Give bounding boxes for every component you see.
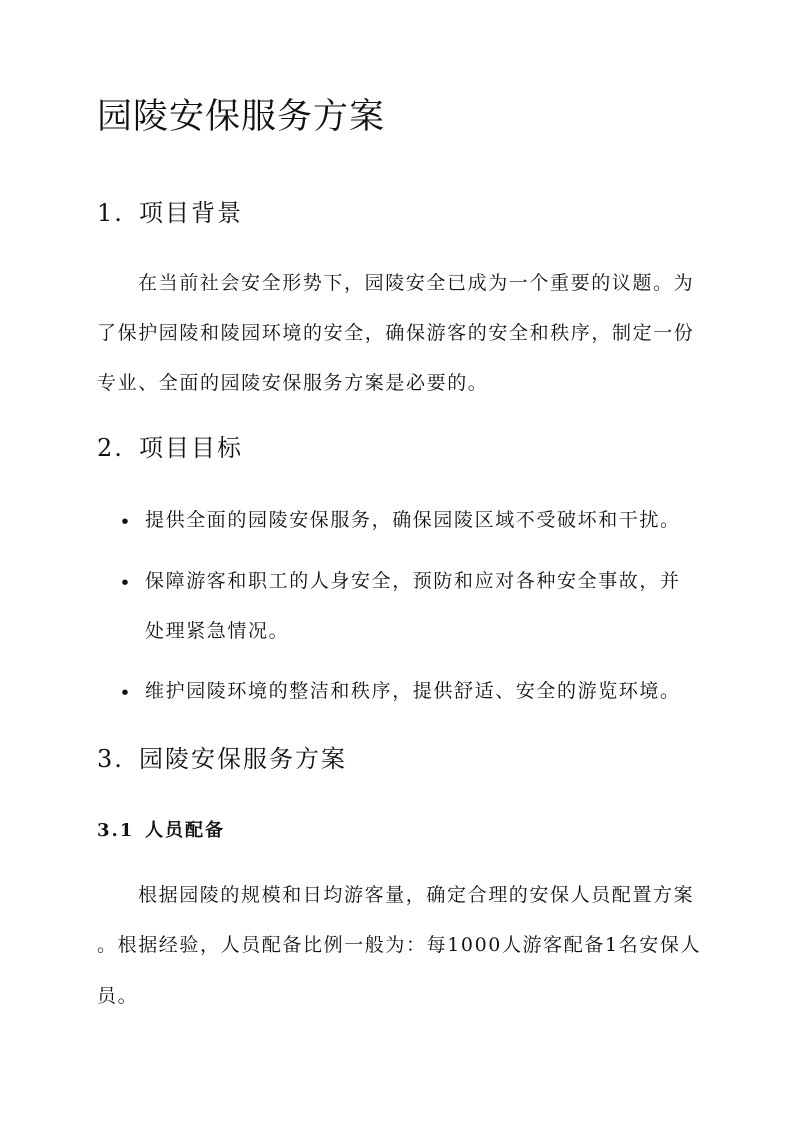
section-1-heading xyxy=(97,197,243,229)
bullet-marker-1: • xyxy=(119,511,131,533)
section-2-heading xyxy=(97,432,243,464)
section-2-number: 2. xyxy=(97,434,124,462)
section-2-title: 项目目标 xyxy=(139,434,243,462)
bullet-1-line-1: 提供全面的园陵安保服务，确保园陵区域不受破坏和干扰。 xyxy=(145,509,681,531)
subsection-3-1-paragraph-line-3: 员。 xyxy=(97,985,139,1007)
section-1-paragraph-line-2: 了保护园陵和陵园环境的安全，确保游客的安全和秩序，制定一份 xyxy=(97,322,695,344)
subsection-3-1-title: 人员配备 xyxy=(145,820,225,841)
bullet-marker-2: • xyxy=(119,572,131,594)
bullet-2-line-2: 处理紧急情况。 xyxy=(145,620,290,642)
bullet-2-line-1: 保障游客和职工的人身安全，预防和应对各种安全事故，并 xyxy=(145,570,681,592)
section-1-paragraph-line-1: 在当前社会安全形势下，园陵安全已成为一个重要的议题。为 xyxy=(138,272,695,294)
document-title: 园陵安保服务方案 xyxy=(97,97,386,137)
bullet-3-line-1: 维护园陵环境的整洁和秩序，提供舒适、安全的游览环境。 xyxy=(145,680,681,702)
subsection-3-1-heading xyxy=(97,818,225,844)
section-1-paragraph-line-3: 专业、全面的园陵安保服务方案是必要的。 xyxy=(97,372,489,394)
section-3-heading xyxy=(97,743,347,775)
subsection-3-1-paragraph-line-1: 根据园陵的规模和日均游客量，确定合理的安保人员配置方案 xyxy=(138,884,695,906)
subsection-3-1-number: 3.1 xyxy=(97,820,135,841)
section-1-title: 项目背景 xyxy=(139,199,243,227)
section-3-number: 3. xyxy=(97,745,124,773)
section-1-number: 1. xyxy=(97,199,124,227)
subsection-3-1-paragraph-line-2: 。根据经验，人员配备比例一般为：每1000人游客配备1名安保人 xyxy=(97,934,702,956)
section-3-title: 园陵安保服务方案 xyxy=(139,745,347,773)
bullet-marker-3: • xyxy=(119,682,131,704)
